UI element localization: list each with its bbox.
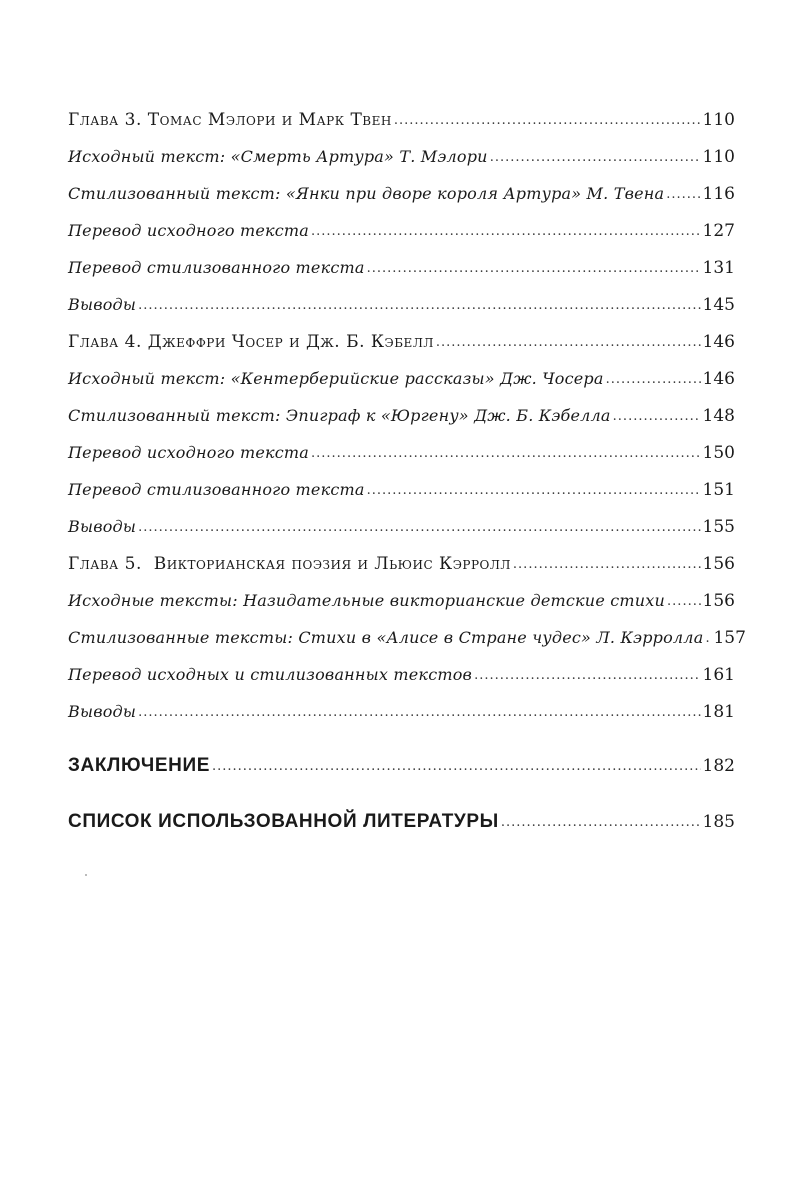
toc-section — [68, 660, 735, 697]
toc-entry-title: Исходный текст: «Смерть Артура» Т. Мэлори — [68, 147, 488, 166]
dot-leader — [311, 437, 701, 469]
dot-leader — [705, 622, 711, 654]
toc-page-number: 156 — [702, 591, 735, 611]
toc-section — [68, 438, 735, 475]
toc-page-number: 151 — [702, 480, 735, 500]
toc-section — [68, 401, 735, 438]
toc-page-number: 131 — [702, 258, 735, 278]
toc-entry-title: Перевод стилизованного текста — [68, 480, 365, 499]
toc-entry-title: Перевод стилизованного текста — [68, 258, 365, 277]
toc-section — [68, 290, 735, 327]
toc-entry-title: Выводы — [68, 517, 137, 536]
dot-leader — [311, 215, 701, 247]
dot-leader — [513, 548, 701, 580]
dot-leader — [138, 511, 700, 543]
toc-chapter-3 — [68, 105, 735, 142]
toc-section — [68, 697, 735, 734]
toc-page-number: 181 — [702, 702, 735, 722]
toc-chapter-4 — [68, 327, 735, 364]
toc-section — [68, 364, 735, 401]
dot-leader — [138, 696, 700, 728]
toc-page-number: 156 — [702, 554, 735, 574]
toc-section — [68, 142, 735, 179]
toc-page-number: 110 — [702, 110, 735, 130]
dot-leader — [606, 363, 701, 395]
toc-entry-title: Стилизованный текст: «Янки при дворе короля Артура» М. Твена — [68, 184, 665, 203]
toc-page-number: 110 — [702, 147, 735, 167]
toc-entry-title: Выводы — [68, 295, 137, 314]
toc-page-number: 146 — [702, 332, 735, 352]
dot-leader — [212, 737, 701, 795]
dot-leader — [501, 793, 701, 851]
dot-leader — [367, 474, 701, 506]
toc-entry-title: Стилизованные тексты: Стихи в «Алисе в Стране чудес» Л. Кэрролла — [68, 628, 704, 647]
toc-page-number: 146 — [702, 369, 735, 389]
toc-page-number: 148 — [702, 406, 735, 426]
dot-leader — [394, 104, 701, 136]
dot-leader — [667, 585, 701, 617]
toc-section — [68, 216, 735, 253]
scan-speck — [85, 874, 87, 876]
toc-entry-title: Стилизованный текст: Эпиграф к «Юргену» Дж. Б. Кэбелла — [68, 406, 611, 425]
toc-conclusion — [68, 738, 735, 794]
dot-leader — [367, 252, 701, 284]
toc-chapter-5 — [68, 549, 735, 586]
toc-entry-title: Исходный текст: «Кентерберийские рассказы» Дж. Чосера — [68, 369, 604, 388]
toc-entry-title: Перевод исходного текста — [68, 443, 310, 462]
dot-leader — [474, 659, 700, 691]
toc-page-number: 182 — [702, 756, 735, 776]
toc-section — [68, 475, 735, 512]
toc-page-number: 150 — [702, 443, 735, 463]
dot-leader — [436, 326, 701, 358]
toc-section — [68, 512, 735, 549]
toc-page-number: 161 — [702, 665, 735, 685]
toc-page-number: 145 — [702, 295, 735, 315]
table-of-contents — [68, 105, 746, 850]
toc-entry-title: Глава 3. Томас Мэлори и Марк Твен — [68, 110, 392, 130]
toc-entry-title: Глава 5. Викторианская поэзия и Льюис Кэрролл — [68, 554, 511, 574]
toc-entry-title: Исходные тексты: Назидательные викторианские детские стихи — [68, 591, 666, 610]
toc-bibliography — [68, 794, 735, 850]
toc-entry-title: Перевод исходного текста — [68, 221, 310, 240]
toc-entry-title: Перевод исходных и стилизованных текстов — [68, 665, 473, 684]
toc-entry-title: Глава 4. Джеффри Чосер и Дж. Б. Кэбелл — [68, 332, 434, 352]
toc-entry-title: Выводы — [68, 702, 137, 721]
dot-leader — [490, 141, 701, 173]
toc-section — [68, 253, 735, 290]
toc-page-number: 127 — [702, 221, 735, 241]
toc-page-number: 185 — [702, 812, 735, 832]
toc-entry-title: СПИСОК ИСПОЛЬЗОВАННОЙ ЛИТЕРАТУРЫ — [68, 811, 499, 832]
dot-leader — [613, 400, 701, 432]
toc-page-number: 116 — [702, 184, 735, 204]
toc-section — [68, 179, 735, 216]
toc-section — [68, 586, 735, 623]
dot-leader — [138, 289, 700, 321]
toc-section — [68, 623, 746, 660]
dot-leader — [666, 178, 700, 210]
toc-page-number: 157 — [713, 628, 746, 648]
toc-page-number: 155 — [702, 517, 735, 537]
toc-entry-title: ЗАКЛЮЧЕНИЕ — [68, 755, 210, 776]
